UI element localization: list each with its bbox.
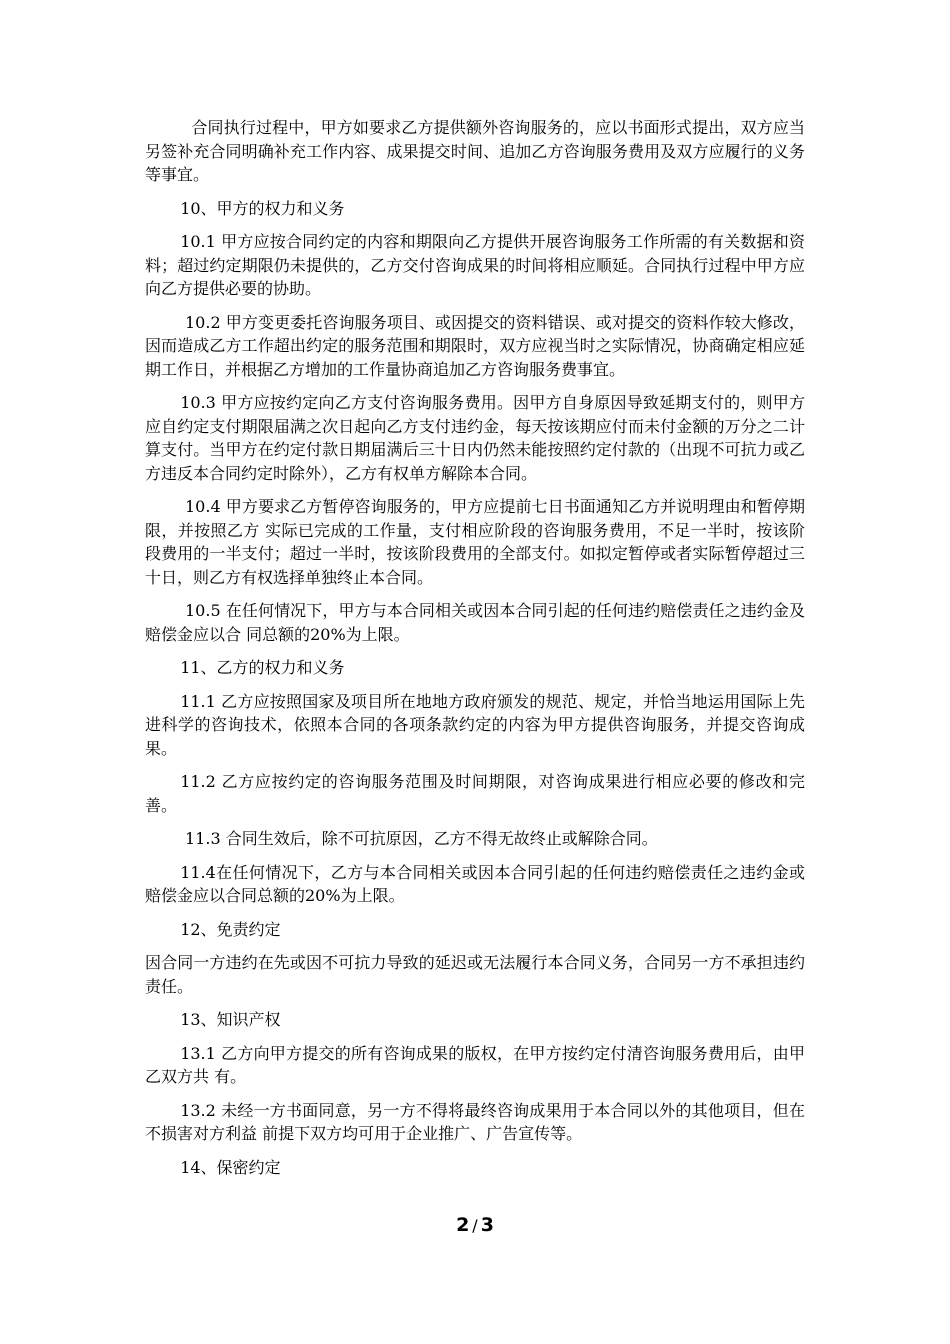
page-separator: / bbox=[472, 1216, 478, 1235]
clause-11-2: 11.2 乙方应按约定的咨询服务范围及时间期限，对咨询成果进行相应必要的修改和完善。 bbox=[145, 772, 805, 815]
section-heading-13: 13、知识产权 bbox=[180, 1010, 281, 1029]
section-heading-14: 14、保密约定 bbox=[180, 1157, 281, 1177]
clause-11-1: 11.1 乙方应按照国家及项目所在地地方政府颁发的规范、规定，并恰当地运用国际上先进科学的咨询技术，依照本合同的各项条款约定的内容为甲方提供咨询服务，并提交咨询成果。 bbox=[145, 691, 805, 758]
section-heading-10: 10、甲方的权力和义务 bbox=[180, 198, 345, 218]
clause-12-body: 因合同一方违约在先或因不可抗力导致的延迟或无法履行本合同义务，合同另一方不承担违约责任。 bbox=[145, 953, 805, 996]
clause-11-4: 11.4在任何情况下，乙方与本合同相关或因本合同引起的任何违约赔偿责任之违约金或赔偿金应以合同总额的20%为上限。 bbox=[145, 862, 805, 905]
clause-11-3: 11.3 合同生效后，除不可抗原因，乙方不得无故终止或解除合同。 bbox=[185, 829, 658, 848]
clause-10-4: 10.4 甲方要求乙方暂停咨询服务的，甲方应提前七日书面通知乙方并说明理由和暂停期限，并按照乙方 实际已完成的工作量，支付相应阶段的咨询服务费用，不足一半时，按该阶段费用的一半支付；超过一半时，按该阶段费用的全部支付。如拟定暂停或者实际暂停超过三十日，则乙方有权选择单独终止本合同。 bbox=[145, 497, 805, 587]
clause-13-1: 13.1 乙方向甲方提交的所有咨询成果的版权，在甲方按约定付清咨询服务费用后，由甲乙双方共 有。 bbox=[145, 1043, 805, 1086]
clause-10-5: 10.5 在任何情况下，甲方与本合同相关或因本合同引起的任何违约赔偿责任之违约金及赔偿金应以合 同总额的20%为上限。 bbox=[145, 601, 805, 644]
page-number bbox=[0, 1214, 950, 1236]
current-page: 2 bbox=[456, 1214, 470, 1236]
section-heading-12: 12、免责约定 bbox=[180, 919, 281, 939]
clause-10-1: 10.1 甲方应按合同约定的内容和期限向乙方提供开展咨询服务工作所需的有关数据和资料；超过约定期限仍未提供的，乙方交付咨询成果的时间将相应顺延。合同执行过程中甲方应向乙方提供必要的协助。 bbox=[145, 232, 805, 298]
clause-10-2: 10.2 甲方变更委托咨询服务项目、或因提交的资料错误、或对提交的资料作较大修改，因而造成乙方工作超出约定的服务范围和期限时，双方应视当时之实际情况，协商确定相应延期工作日，并根据乙方增加的工作量协商追加乙方咨询服务费事宜。 bbox=[145, 312, 805, 379]
clause-10-3: 10.3 甲方应按约定向乙方支付咨询服务费用。因甲方自身原因导致延期支付的，则甲方应自约定支付期限届满之次日起向乙方支付违约金，每天按该期应付而未付金额的万分之二计算支付。当甲方在约定付款日期届满后三十日内仍然未能按照约定付款的（出现不可抗力或乙方违反本合同约定时除外），乙方有权单方解除本合同。 bbox=[145, 393, 805, 483]
clause-13-2: 13.2 未经一方书面同意，另一方不得将最终咨询成果用于本合同以外的其他项目，但在不损害对方利益 前提下双方均可用于企业推广、广告宣传等。 bbox=[145, 1100, 805, 1143]
section-heading-11: 11、乙方的权力和义务 bbox=[180, 658, 345, 677]
total-pages: 3 bbox=[480, 1214, 494, 1236]
paragraph-extra-services: 合同执行过程中，甲方如要求乙方提供额外咨询服务的，应以书面形式提出，双方应当另签补充合同明确补充工作内容、成果提交时间、追加乙方咨询服务费用及双方应履行的义务等事宜。 bbox=[145, 118, 805, 184]
document-body bbox=[145, 116, 805, 1189]
